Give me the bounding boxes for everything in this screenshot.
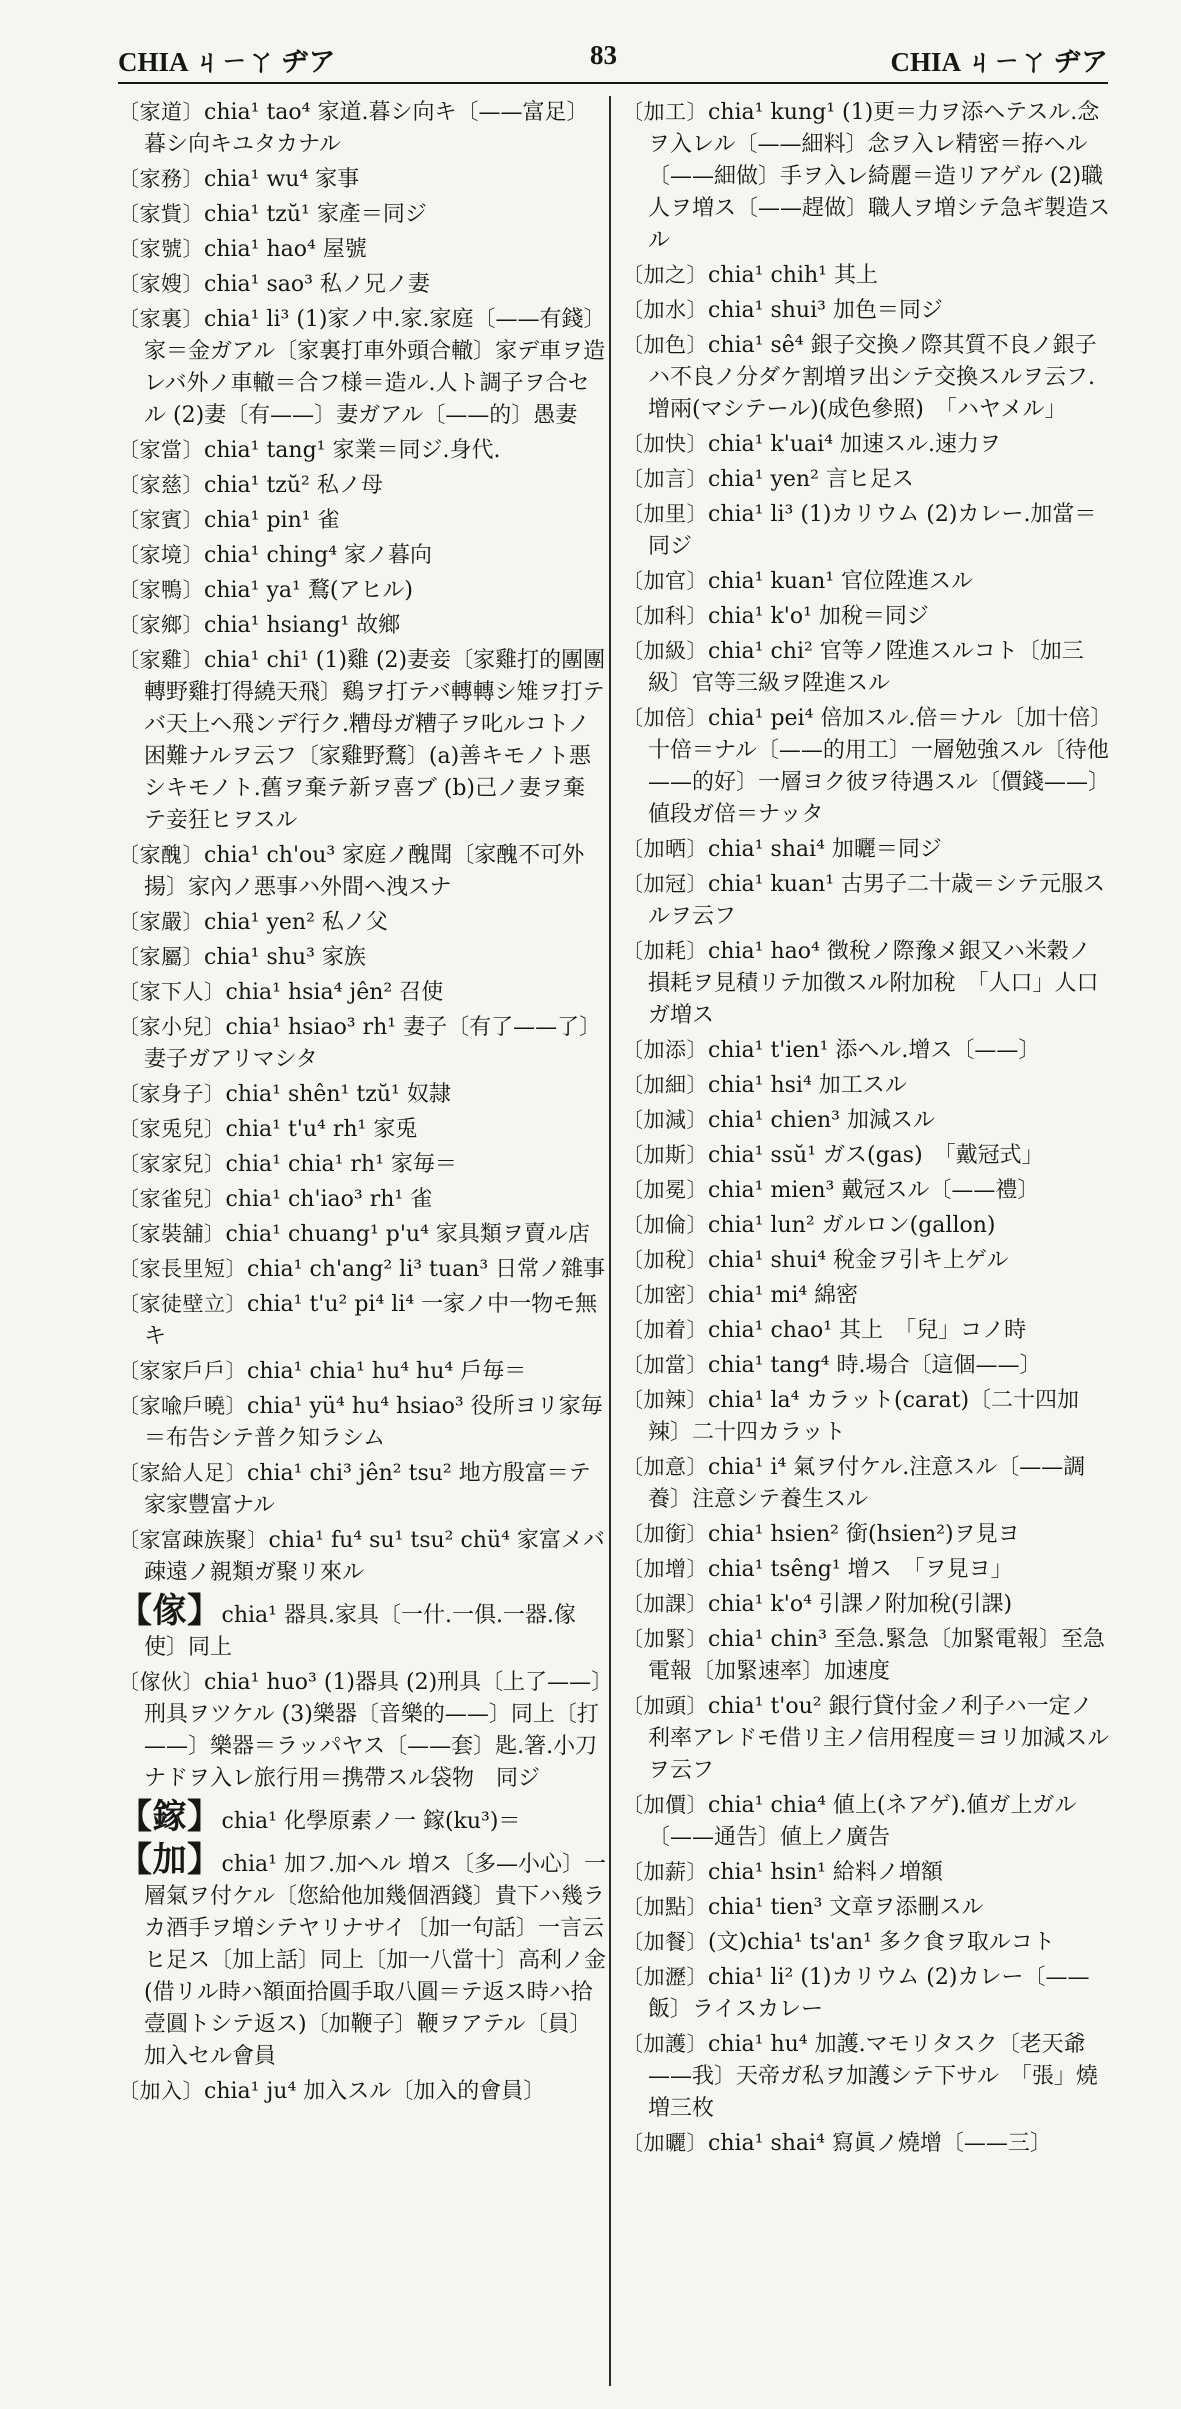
dictionary-entry: 〔家嚴〕chia¹ yen² 私ノ父	[118, 910, 388, 935]
entry-headword: 〔家當〕	[118, 438, 204, 462]
dictionary-entry: 〔家境〕chia¹ ching⁴ 家ノ暮向	[118, 543, 433, 568]
dictionary-entry: 〔家醜〕chia¹ ch'ou³ 家庭ノ醜聞〔家醜不可外揚〕家內ノ悪事ハ外間ヘ洩スナ	[118, 843, 585, 900]
dictionary-entry: 〔家鴨〕chia¹ ya¹ 鶩(アヒル)	[118, 578, 413, 603]
entry-headword: 〔加之〕	[622, 263, 708, 287]
entry-headword: 〔家富疎族聚〕	[118, 1528, 269, 1552]
entry-headword: 〔加官〕	[622, 569, 708, 593]
entry-headword: 〔加課〕	[622, 1592, 708, 1616]
dictionary-entry: 〔加斯〕chia¹ ssŭ¹ ガス(gas) 「戴冠式」	[622, 1143, 1044, 1168]
dictionary-entry: 〔家務〕chia¹ wu⁴ 家事	[118, 167, 360, 192]
dictionary-entry: 〔加點〕chia¹ tien³ 文章ヲ添刪スル	[622, 1895, 984, 1920]
entry-headword: 〔加言〕	[622, 467, 708, 491]
dictionary-entry: 〔家裝舖〕chia¹ chuang¹ p'u⁴ 家具類ヲ賣ル店	[118, 1222, 590, 1247]
entry-headword: 〔加點〕	[622, 1895, 708, 1919]
entry-headword: 〔家雞〕	[118, 648, 204, 672]
entry-headword: 〔加意〕	[622, 1455, 708, 1479]
entry-headword: 〔家下人〕	[118, 980, 226, 1004]
entry-headword: 〔加減〕	[622, 1108, 708, 1132]
header-right-running-head: CHIA ㄐㄧㄚ ヂア	[890, 47, 1108, 77]
entry-headword: 〔家兎兒〕	[118, 1117, 226, 1141]
dictionary-entry: 〔家雞〕chia¹ chi¹ (1)雞 (2)妻妾〔家雞打的團團轉野雞打得繞天飛〕鷄ヲ打テバ轉轉シ雉ヲ打テバ天上ヘ飛ンデ行ク.糟母ガ糟子ヲ叱ルコトノ困難ナルヲ云フ〔家雞野鶩〕(a)善キモノト悪シキモノト.舊ヲ棄テ新ヲ喜ブ (b)己ノ妻ヲ棄テ妾狂ヒヲスル	[118, 648, 606, 833]
dictionary-entry: 〔加耗〕chia¹ hao⁴ 徴稅ノ際豫メ銀又ハ米穀ノ損耗ヲ見積リテ加徴スル附加稅 「人口」人口ガ増ス	[622, 939, 1099, 1028]
header-rule	[118, 82, 1108, 84]
dictionary-entry: 〔家喩戶曉〕chia¹ yü⁴ hu⁴ hsiao³ 役所ヨリ家毎＝布告シテ普ク知ラシム	[118, 1394, 603, 1451]
entry-headword: 〔加晒〕	[622, 837, 708, 861]
dictionary-entry: 〔家雀兒〕chia¹ ch'iao³ rh¹ 雀	[118, 1187, 433, 1212]
dictionary-entry: 〔加增〕chia¹ tsêng¹ 增ス 「ヲ見ヨ」	[622, 1557, 1013, 1582]
entry-headword: 〔家裝舖〕	[118, 1222, 226, 1246]
dictionary-entry: 〔家鄉〕chia¹ hsiang¹ 故鄉	[118, 613, 401, 638]
entry-headword: 〔家屬〕	[118, 945, 204, 969]
entry-headword: 〔加着〕	[622, 1318, 708, 1342]
entry-headword: 〔家裏〕	[118, 307, 204, 331]
entry-headword: 〔家貲〕	[118, 202, 204, 226]
dictionary-entry: 〔家賓〕chia¹ pin¹ 雀	[118, 508, 340, 533]
entry-headword: 〔家徒壁立〕	[118, 1292, 247, 1316]
dictionary-entry: 〔加辣〕chia¹ la⁴ カラット(carat)〔二十四加辣〕二十四カラット	[622, 1388, 1080, 1445]
dictionary-entry: 〔加級〕chia¹ chi² 官等ノ陞進スルコト〔加三級〕官等三級ヲ陞進スル	[622, 639, 1084, 696]
entry-headword: 〔加快〕	[622, 432, 708, 456]
page-number: 83	[590, 40, 617, 70]
dictionary-entry: 〔加倍〕chia¹ pei⁴ 倍加スル.倍＝ナル〔加十倍〕十倍＝ナル〔——的用工〕一層勉強スル〔待他——的好〕一層ヨク彼ヲ待遇スル〔價錢——〕値段ガ倍＝ナッタ	[622, 706, 1110, 827]
dictionary-entry: 〔加里〕chia¹ li³ (1)カリウム (2)カレー.加當＝同ジ	[622, 502, 1097, 559]
entry-headword: 〔家號〕	[118, 237, 204, 261]
dictionary-entry: 〔家富疎族聚〕chia¹ fu⁴ su¹ tsu² chü⁴ 家富メバ疎遠ノ親類ガ聚リ來ル	[118, 1528, 605, 1585]
dictionary-entry: 〔家道〕chia¹ tao⁴ 家道.暮シ向キ〔——富足〕暮シ向キユタカナル	[118, 100, 589, 157]
dictionary-entry: 〔家家兒〕chia¹ chia¹ rh¹ 家毎＝	[118, 1152, 457, 1177]
dictionary-entry: 〔加稅〕chia¹ shui⁴ 稅金ヲ引キ上ゲル	[622, 1248, 1009, 1273]
entry-headword: 〔家賓〕	[118, 508, 204, 532]
entry-headword: 〔加銜〕	[622, 1522, 708, 1546]
dictionary-entry: 〔加着〕chia¹ chao¹ 其上 「兒」コノ時	[622, 1318, 1027, 1343]
entry-headword: 〔家慈〕	[118, 473, 204, 497]
entry-headword: 〔加護〕	[622, 2032, 708, 2056]
entry-headword: 〔家嚴〕	[118, 910, 204, 934]
entry-headword: 〔加倫〕	[622, 1213, 708, 1237]
entry-headword: 【鎵】	[118, 1797, 222, 1837]
entry-headword: 〔家道〕	[118, 100, 204, 124]
dictionary-entry: 〔加倫〕chia¹ lun² ガルロン(gallon)	[622, 1213, 996, 1238]
dictionary-entry: 〔家身子〕chia¹ shên¹ tzŭ¹ 奴隷	[118, 1082, 451, 1107]
dictionary-entry: 〔加晒〕chia¹ shai⁴ 加曬＝同ジ	[622, 837, 942, 862]
dictionary-entry: 〔家徒壁立〕chia¹ t'u² pi⁴ li⁴ 一家ノ中一物モ無キ	[118, 1292, 598, 1349]
entry-headword: 〔加當〕	[622, 1353, 708, 1377]
dictionary-entry: 【傢】chia¹ 器具.家具〔一什.一俱.一器.傢使〕同上	[118, 1591, 576, 1660]
entry-headword: 〔加緊〕	[622, 1627, 708, 1651]
left-column	[118, 96, 606, 2386]
dictionary-entry: 〔加頭〕chia¹ t'ou² 銀行貸付金ノ利子ハ一定ノ利率アレドモ借リ主ノ信用程度＝ヨリ加減スルヲ云フ	[622, 1694, 1110, 1783]
dictionary-entry: 〔加緊〕chia¹ chin³ 至急.緊急〔加緊電報〕至急電報〔加緊速率〕加速度	[622, 1627, 1105, 1684]
entry-headword: 〔加科〕	[622, 604, 708, 628]
entry-headword: 〔加頭〕	[622, 1694, 708, 1718]
entry-headword: 〔家家戶戶〕	[118, 1359, 247, 1383]
dictionary-entry: 〔加護〕chia¹ hu⁴ 加護.マモリタスク〔老天爺——我〕天帝ガ私ヲ加護シテ下サル 「張」燒増三枚	[622, 2032, 1098, 2121]
entry-headword: 〔傢伙〕	[118, 1670, 204, 1694]
dictionary-entry: 〔加密〕chia¹ mi⁴ 綿密	[622, 1283, 859, 1308]
right-column	[622, 96, 1110, 2386]
entry-headword: 〔家務〕	[118, 167, 204, 191]
entry-headword: 〔加冠〕	[622, 872, 708, 896]
dictionary-entry: 〔加課〕chia¹ k'o⁴ 引課ノ附加稅(引課)	[622, 1592, 1013, 1617]
dictionary-entry: 〔家慈〕chia¹ tzŭ² 私ノ母	[118, 473, 383, 498]
entry-headword: 〔加入〕	[118, 2079, 204, 2103]
entry-headword: 【加】	[118, 1840, 222, 1880]
entry-headword: 〔加色〕	[622, 333, 708, 357]
dictionary-entry: 〔加言〕chia¹ yen² 言ヒ足ス	[622, 467, 914, 492]
entry-headword: 〔加級〕	[622, 639, 708, 663]
entry-headword: 〔家醜〕	[118, 843, 204, 867]
entry-headword: 〔加瀝〕	[622, 1965, 708, 1989]
entry-headword: 〔加辣〕	[622, 1388, 708, 1412]
entry-headword: 〔家家兒〕	[118, 1152, 226, 1176]
entry-headword: 〔家鄉〕	[118, 613, 204, 637]
entry-headword: 〔加水〕	[622, 298, 708, 322]
entry-headword: 〔加斯〕	[622, 1143, 708, 1167]
entry-headword: 〔家身子〕	[118, 1082, 226, 1106]
entry-headword: 〔加工〕	[622, 100, 708, 124]
entry-headword: 〔加細〕	[622, 1073, 708, 1097]
entry-headword: 【傢】	[118, 1591, 222, 1631]
entry-headword: 〔家小兒〕	[118, 1015, 226, 1039]
dictionary-entry: 〔家裏〕chia¹ li³ (1)家ノ中.家.家庭〔——有錢〕家＝金ガアル〔家裏打車外頭合轍〕家デ車ヲ造レバ外ノ車轍＝合フ様＝造ル.人ト調子ヲ合セル (2)妻〔有——〕妻ガアル〔——的〕愚妻	[118, 307, 606, 428]
header-left-running-head: CHIA ㄐㄧㄚ ヂア	[118, 47, 336, 77]
entry-headword: 〔家嫂〕	[118, 272, 204, 296]
entry-headword: 〔加曬〕	[622, 2131, 708, 2155]
dictionary-entry: 〔家屬〕chia¹ shu³ 家族	[118, 945, 366, 970]
dictionary-entry: 〔加細〕chia¹ hsi⁴ 加工スル	[622, 1073, 907, 1098]
dictionary-entry: 〔家兎兒〕chia¹ t'u⁴ rh¹ 家兎	[118, 1117, 418, 1142]
dictionary-entry: 〔加官〕chia¹ kuan¹ 官位陞進スル	[622, 569, 974, 594]
dictionary-entry: 〔加添〕chia¹ t'ien¹ 添ヘル.增ス〔——〕	[622, 1038, 1041, 1063]
dictionary-entry: 〔加銜〕chia¹ hsien² 銜(hsien²)ヲ見ヨ	[622, 1522, 1020, 1547]
dictionary-entry: 〔加色〕chia¹ sê⁴ 銀子交換ノ際其質不良ノ銀子ハ不良ノ分ダケ割増ヲ出シテ交換スルヲ云フ.增兩(マシテール)(成色參照) 「ハヤメル」	[622, 333, 1097, 422]
dictionary-entry: 〔家嫂〕chia¹ sao³ 私ノ兄ノ妻	[118, 272, 430, 297]
dictionary-entry: 〔加之〕chia¹ chih¹ 其上	[622, 263, 878, 288]
page-header	[118, 34, 1108, 80]
entry-headword: 〔加里〕	[622, 502, 708, 526]
dictionary-entry: 〔家號〕chia¹ hao⁴ 屋號	[118, 237, 367, 262]
dictionary-entry: 〔家家戶戶〕chia¹ chia¹ hu⁴ hu⁴ 戶毎＝	[118, 1359, 527, 1384]
dictionary-entry: 〔加工〕chia¹ kung¹ (1)更＝力ヲ添ヘテスル.念ヲ入レル〔——細料〕念ヲ入レ精密＝拵ヘル〔——細做〕手ヲ入レ綺麗＝造リアゲル (2)職人ヲ増ス〔——趕做〕職人ヲ増シテ急ギ製造スル	[622, 100, 1110, 253]
entry-headword: 〔加餐〕	[622, 1930, 708, 1954]
dictionary-entry: 〔加冠〕chia¹ kuan¹ 古男子二十歳＝シテ元服スルヲ云フ	[622, 872, 1106, 929]
entry-headword: 〔家鴨〕	[118, 578, 204, 602]
dictionary-entry: 〔加曬〕chia¹ shai⁴ 寫眞ノ燒增〔——三〕	[622, 2131, 1052, 2156]
entry-headword: 〔加添〕	[622, 1038, 708, 1062]
column-divider	[609, 96, 611, 2386]
dictionary-entry: 〔加薪〕chia¹ hsin¹ 給料ノ増額	[622, 1860, 943, 1885]
entry-headword: 〔加耗〕	[622, 939, 708, 963]
dictionary-entry: 〔家當〕chia¹ tang¹ 家業＝同ジ.身代.	[118, 438, 501, 463]
dictionary-entry: 〔加水〕chia¹ shui³ 加色＝同ジ	[622, 298, 943, 323]
entry-headword: 〔加價〕	[622, 1793, 708, 1817]
entry-headword: 〔加冕〕	[622, 1178, 708, 1202]
entry-headword: 〔家給人足〕	[118, 1461, 247, 1485]
dictionary-entry: 〔加冕〕chia¹ mien³ 戴冠スル〔——禮〕	[622, 1178, 1040, 1203]
dictionary-entry: 〔加科〕chia¹ k'o¹ 加稅＝同ジ	[622, 604, 929, 629]
dictionary-entry: 〔加快〕chia¹ k'uai⁴ 加速スル.速力ヲ	[622, 432, 1001, 457]
dictionary-entry: 〔家下人〕chia¹ hsia⁴ jên² 召使	[118, 980, 444, 1005]
dictionary-entry: 〔加瀝〕chia¹ li² (1)カリウム (2)カレー〔——飯〕ライスカレー	[622, 1965, 1090, 2022]
entry-headword: 〔家喩戶曉〕	[118, 1394, 247, 1418]
entry-headword: 〔加密〕	[622, 1283, 708, 1307]
dictionary-entry: 〔加餐〕(文)chia¹ ts'an¹ 多ク食ヲ取ルコト	[622, 1930, 1055, 1955]
dictionary-entry: 〔加減〕chia¹ chien³ 加減スル	[622, 1108, 935, 1133]
entry-headword: 〔加稅〕	[622, 1248, 708, 1272]
dictionary-entry: 〔家小兒〕chia¹ hsiao³ rh¹ 妻子〔有了——了〕妻子ガアリマシタ	[118, 1015, 602, 1072]
dictionary-entry: 〔家貲〕chia¹ tzŭ¹ 家產＝同ジ	[118, 202, 427, 227]
dictionary-entry: 〔傢伙〕chia¹ huo³ (1)器具 (2)刑具〔上了——〕刑具ヲツケル (3)樂器〔音樂的——〕同上〔打——〕樂器＝ラッパヤス〔——套〕匙.箸.小刀ナドヲ入レ旅行用＝携帶スル袋物 同ジ	[118, 1670, 603, 1791]
entry-headword: 〔加薪〕	[622, 1860, 708, 1884]
entry-headword: 〔家境〕	[118, 543, 204, 567]
dictionary-entry: 〔加價〕chia¹ chia⁴ 値上(ネアゲ).値ガ上ガル〔——通告〕値上ノ廣告	[622, 1793, 1077, 1850]
dictionary-entry: 〔加當〕chia¹ tang⁴ 時.場合〔這個——〕	[622, 1353, 1042, 1378]
dictionary-entry: 〔家長里短〕chia¹ ch'ang² li³ tuan³ 日常ノ雜事	[118, 1257, 606, 1282]
dictionary-entry: 〔家給人足〕chia¹ chi³ jên² tsu² 地方殷富＝テ家家豐富ナル	[118, 1461, 591, 1518]
dictionary-entry: 【加】chia¹ 加フ.加ヘル 増ス〔多—小心〕一層氣ヲ付ケル〔您給他加幾個酒錢〕貴下ハ幾ラカ酒手ヲ増シテヤリナサイ〔加一句話〕一言云ヒ足ス〔加上話〕同上〔加一八當十〕高利ノ金(借リル時ハ額面拾圓手取八圓＝テ返ス時ハ拾壹圓トシテ返ス)〔加鞭子〕鞭ヲアテル〔員〕加入セル會員	[118, 1840, 606, 2069]
entry-headword: 〔加倍〕	[622, 706, 708, 730]
entry-headword: 〔家雀兒〕	[118, 1187, 226, 1211]
entry-headword: 〔加增〕	[622, 1557, 708, 1581]
entry-headword: 〔家長里短〕	[118, 1257, 247, 1281]
dictionary-entry: 〔加意〕chia¹ i⁴ 氣ヲ付ケル.注意スル〔——調養〕注意シテ養生スル	[622, 1455, 1086, 1512]
dictionary-entry: 【鎵】chia¹ 化學原素ノ一 鎵(ku³)＝	[118, 1797, 521, 1837]
dictionary-entry: 〔加入〕chia¹ ju⁴ 加入スル〔加入的會員〕	[118, 2079, 546, 2104]
